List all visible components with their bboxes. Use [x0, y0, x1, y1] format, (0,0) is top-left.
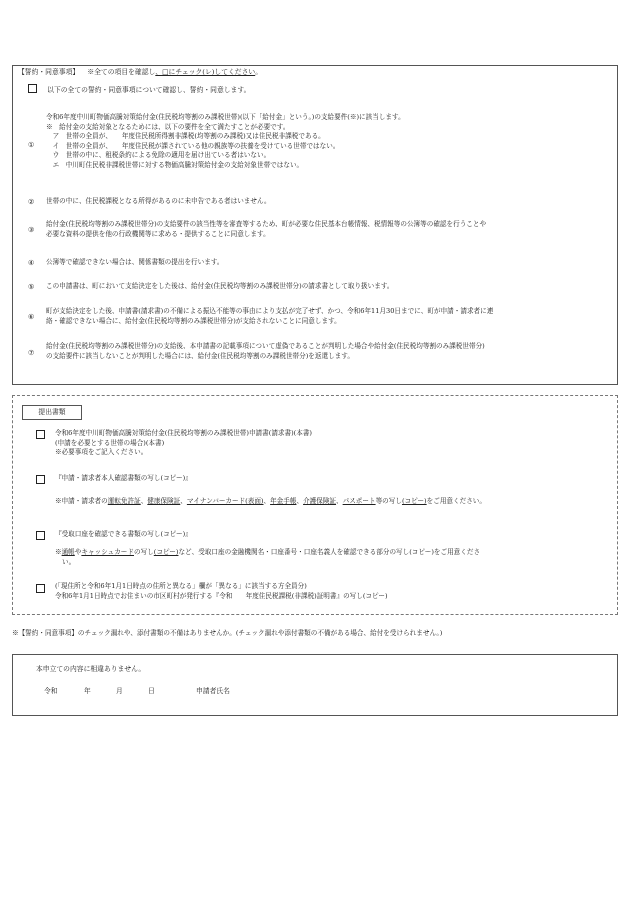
documents-title-box	[22, 405, 82, 420]
doc-bank-note-text: の写し	[134, 548, 154, 556]
item-6-text	[46, 307, 606, 326]
era-label: 令和	[44, 687, 58, 695]
doc-bank-checkbox[interactable]	[36, 531, 45, 540]
doc-tax-certificate	[55, 582, 615, 601]
item-5-text	[46, 282, 606, 292]
master-consent-row	[28, 84, 250, 96]
item-1-line: ア 世帯の全員が、 年度住民税所得割非課税(均等割のみ課税)又は住民税非課税である。	[46, 132, 325, 141]
doc-identity-note-sep: 、	[336, 497, 343, 505]
item-1-line: エ 中川町住民税非課税世帯に対する物価高騰対策給付金の支給対象世帯ではない。	[46, 160, 304, 169]
doc-tax-certificate-line: (「現住所と令和6年1月1日時点の住所と異なる」欄が「異なる」に該当する方全員分)	[55, 582, 307, 590]
doc-bank-title: 『受取口座を確認できる書類の写し(コピー)』	[55, 530, 192, 538]
item-3-number: ③	[28, 226, 35, 234]
item-2-number: ②	[28, 198, 35, 206]
doc-identity-note-item: マイナンバーカード(表面)	[186, 497, 264, 505]
doc-application-line: 令和6年度中川町物価高騰対策給付金(住民税均等割のみ課税世帯)申請書(請求書)(本書)	[55, 429, 313, 437]
item-6-number: ⑥	[28, 313, 35, 321]
doc-bank-note-line2: い。	[62, 557, 76, 566]
doc-bank-note-text: など、受取口座の金融機関名・口座番号・口座名義人を確認できる部分の写し(コピー)をご用意くださ	[178, 548, 481, 556]
doc-identity-note-item: 年金手帳	[270, 497, 297, 505]
item-4-line: 公簿等で確認できない場合は、関係書類の提出を行います。	[46, 258, 224, 266]
item-7-line: の支給要件に該当しないことが判明した場合には、給付金(住民税均等割のみ課税世帯分)を返還します。	[46, 351, 354, 360]
doc-identity-checkbox[interactable]	[36, 475, 45, 484]
master-consent-label: 以下の全ての誓約・同意事項について確認し、誓約・同意します。	[47, 86, 251, 94]
item-1-line: ※ 給付金の支給対象となるためには、以下の要件を全て満たすことが必要です。	[46, 122, 290, 131]
doc-identity-note-sep: 、	[140, 497, 148, 505]
doc-identity-note-sep: 、	[180, 497, 187, 505]
doc-identity-note-sep: 、	[263, 497, 271, 505]
declaration-statement: 本申立ての内容に相違ありません。	[36, 665, 146, 673]
doc-application-note: ※必要事項をご記入ください。	[55, 448, 148, 457]
doc-bank-note-item: (コピー)	[153, 548, 179, 556]
month-label: 月	[116, 687, 123, 695]
doc-tax-certificate-checkbox[interactable]	[36, 584, 45, 593]
doc-identity-title: 『申請・請求者本人確認書類の写し(コピー)』	[55, 474, 192, 482]
item-7-number: ⑦	[28, 349, 35, 357]
doc-bank-note-item: 通帳	[61, 548, 75, 556]
declaration-section	[12, 654, 618, 716]
doc-identity-note-item: パスポート	[342, 497, 376, 505]
doc-application	[55, 429, 605, 458]
doc-bank-note-item: キャッシュカード	[81, 548, 134, 556]
doc-identity-note-item: (コピー)	[401, 497, 427, 505]
doc-application-checkbox[interactable]	[36, 430, 45, 439]
item-1-text	[46, 113, 606, 170]
item-7-line: 給付金(住民税均等割のみ課税世帯分)の支給後、本申請書の記載事項について虚偽であることが判明した場合や給付金(住民税均等割のみ課税世帯分)	[46, 342, 485, 350]
item-5-number: ⑤	[28, 283, 35, 291]
item-3-line: 給付金(住民税均等割のみ課税世帯分)の支給要件の該当性等を審査等するため、町が必要な住民基本台帳情報、税情報等の公簿等の確認を行うことや	[46, 220, 487, 228]
item-1-line: ウ 世帯の中に、租税条約による免除の適用を届け出ている者はいない。	[46, 151, 271, 160]
documents-title: 提出書類	[38, 408, 66, 416]
doc-bank-note-text: ※	[55, 548, 62, 556]
item-5-line: この申請書は、町において支給決定をした後は、給付金(住民税均等割のみ課税世帯分)の請求書として取り扱います。	[46, 282, 394, 290]
applicant-name-label: 申請者氏名	[196, 687, 230, 695]
day-label: 日	[148, 687, 155, 695]
doc-tax-certificate-line: 令和6年1月1日時点でお住まいの市区町村が発行する『令和 年度住民税課税(非課税)証明書』の写し(コピー)	[55, 591, 388, 600]
doc-identity-note-text: をご用意ください。	[426, 497, 486, 505]
item-1-line: 令和6年度中川町物価高騰対策給付金(住民税均等割のみ課税世帯)(以下「給付金」という。)の支給要件(※)に該当します。	[46, 113, 405, 121]
item-1-number: ①	[28, 141, 35, 149]
consent-header	[18, 68, 262, 78]
consent-header-note: ※全ての項目を確認し	[87, 68, 156, 76]
doc-bank-note-sep: や	[74, 548, 82, 556]
doc-identity-note-sep: 、	[296, 497, 304, 505]
year-label: 年	[84, 687, 91, 695]
master-consent-checkbox[interactable]	[28, 84, 37, 93]
doc-identity-note-text: 等の写し	[375, 497, 402, 505]
consent-header-link: 、□にチェック(レ)してください	[155, 68, 256, 76]
item-6-line: 絡・確認できない場合に、給付金(住民税均等割のみ課税世帯分)が支給されないことに同意します。	[46, 316, 341, 325]
doc-identity-note	[55, 497, 615, 507]
item-1-line: イ 世帯の全員が、 年度住民税が課されている他の親族等の扶養を受けている世帯ではない。	[46, 141, 340, 150]
checklist-reminder: ※【誓約・同意事項】のチェック漏れや、添付書類の不備はありませんか。(チェック漏れや添付書類の不備がある場合、給付を受けられません。)	[12, 629, 443, 637]
doc-bank-note	[55, 548, 595, 567]
item-2-text	[46, 197, 606, 207]
doc-identity-note-item: 健康保険証	[147, 497, 181, 505]
consent-header-title: 【誓約・同意事項】	[18, 68, 80, 76]
doc-application-line: (申請を必要とする世帯の場合)(本書)	[55, 438, 165, 447]
item-3-text	[46, 220, 606, 239]
item-4-text	[46, 258, 606, 268]
doc-identity-note-item: 介護保険証	[303, 497, 337, 505]
doc-identity-note-item: 運転免許証	[107, 497, 141, 505]
consent-header-end: 。	[255, 68, 262, 76]
doc-identity-note-text: ※申請・請求者の	[55, 497, 108, 505]
item-4-number: ④	[28, 259, 35, 267]
item-6-line: 町が支給決定をした後、申請書(請求書)の不備による振込不能等の事由により支払が完了せず、かつ、令和6年11月30日までに、町が申請・請求者に連	[46, 307, 494, 315]
declaration-date-row	[44, 687, 230, 697]
item-7-text	[46, 342, 606, 361]
item-2-line: 世帯の中に、住民税課税となる所得があるのに未申告である者はいません。	[46, 197, 271, 205]
item-3-line: 必要な資料の提供を他の行政機関等に求める・提供することに同意します。	[46, 229, 270, 238]
